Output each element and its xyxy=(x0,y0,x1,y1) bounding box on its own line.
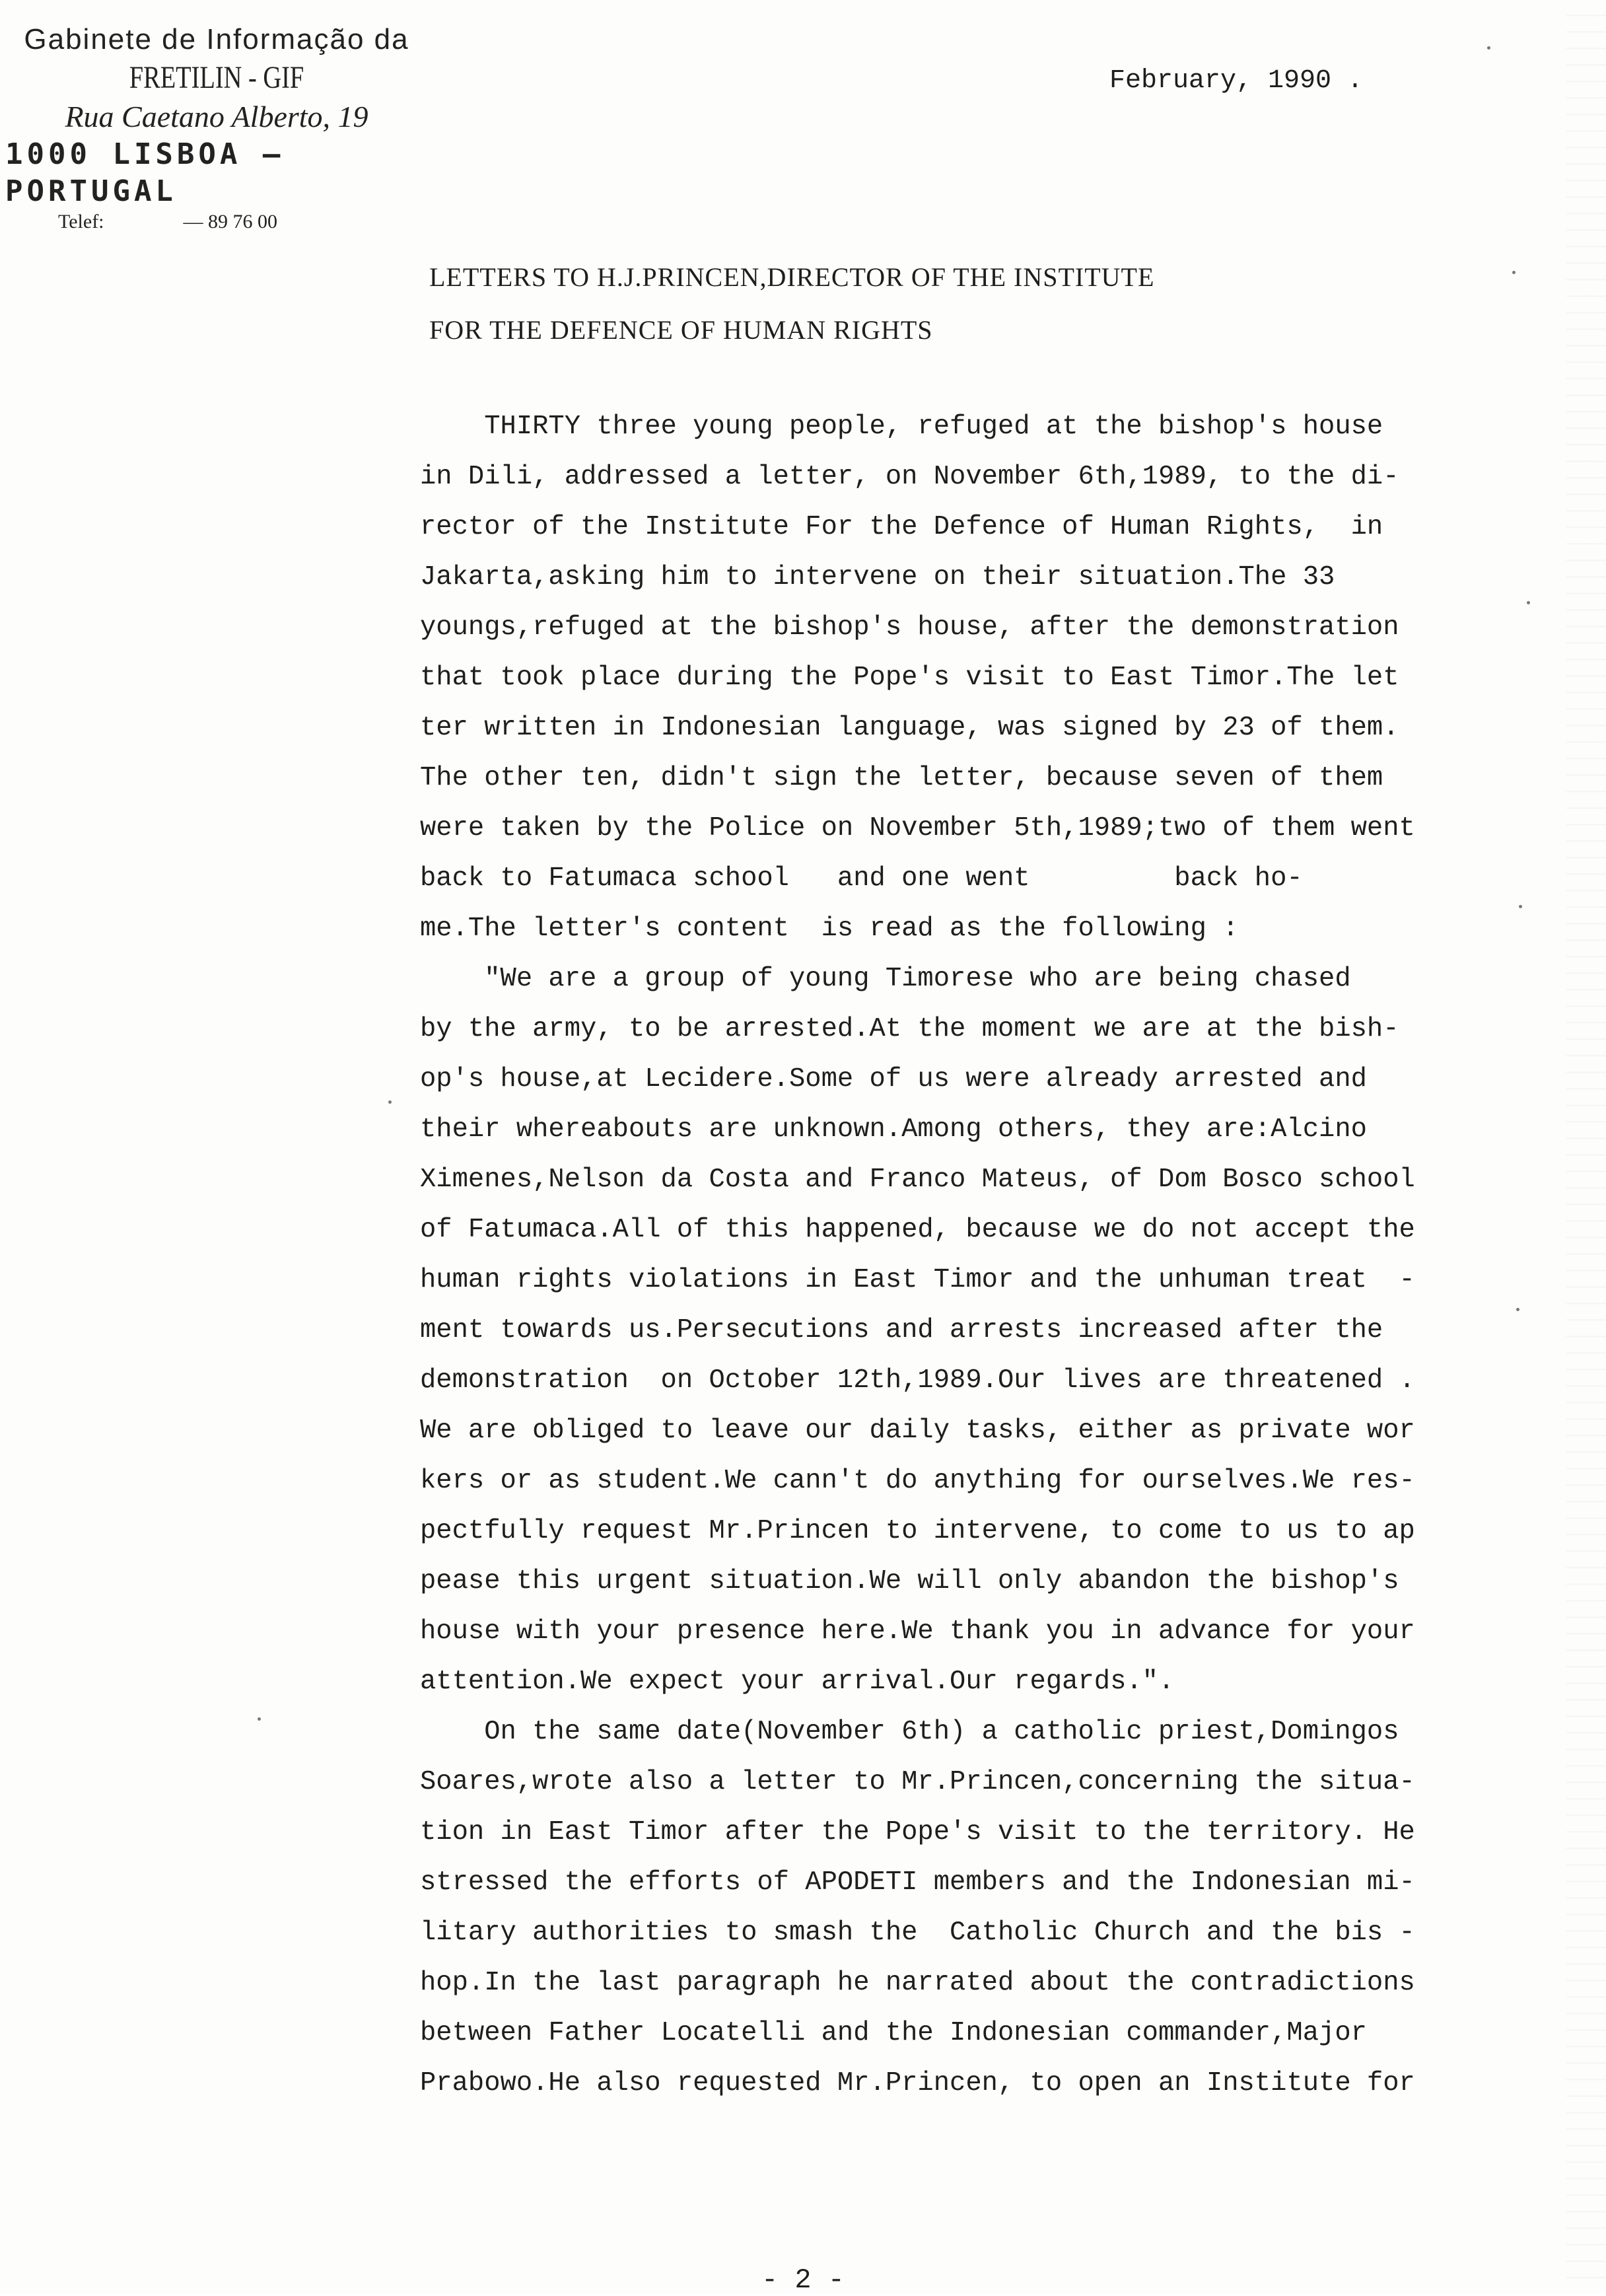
body-line: human rights violations in East Timor and the unhuman treat - xyxy=(420,1265,1415,1295)
body-line: house with your presence here.We thank you in advance for your xyxy=(420,1616,1415,1647)
body-line: by the army, to be arrested.At the moment we are at the bish- xyxy=(420,1014,1399,1044)
body-line: On the same date(November 6th) a catholic priest,Domingos xyxy=(420,1717,1399,1747)
body-line: were taken by the Police on November 5th,1989;two of them went xyxy=(420,813,1415,843)
letterhead-phone-label: Telef: xyxy=(58,211,104,233)
document-date: February, 1990 . xyxy=(1109,66,1364,96)
body-line: THIRTY three young people, refuged at the bishop's house xyxy=(420,412,1383,442)
body-line: tion in East Timor after the Pope's visit to the territory. He xyxy=(420,1817,1415,1848)
letterhead-stamp xyxy=(5,21,428,234)
scan-speck xyxy=(388,1100,392,1104)
scan-speck xyxy=(1516,1308,1519,1311)
body-line: in Dili, addressed a letter, on November 6th,1989, to the di- xyxy=(420,462,1399,492)
scan-speck xyxy=(1487,46,1490,50)
body-line: ment towards us.Persecutions and arrests increased after the xyxy=(420,1315,1383,1345)
scan-edge-noise xyxy=(1566,0,1606,2293)
body-line: kers or as student.We cann't do anything for ourselves.We res- xyxy=(420,1466,1415,1496)
page-number: - 2 - xyxy=(761,2264,845,2296)
body-line: "We are a group of young Timorese who are being chased xyxy=(420,964,1351,994)
body-line: hop.In the last paragraph he narrated about the contradictions xyxy=(420,1968,1415,1998)
scan-speck xyxy=(258,1717,261,1721)
body-line: ter written in Indonesian language, was signed by 23 of them. xyxy=(420,713,1399,743)
letterhead-phone xyxy=(5,210,428,234)
body-line: pectfully request Mr.Princen to intervene, to come to us to ap xyxy=(420,1516,1415,1546)
body-line: attention.We expect your arrival.Our regards.". xyxy=(420,1667,1175,1697)
body-line: rector of the Institute For the Defence of Human Rights, in xyxy=(420,512,1383,542)
body-line: demonstration on October 12th,1989.Our lives are threatened . xyxy=(420,1365,1415,1396)
body-line: Ximenes,Nelson da Costa and Franco Mateus, of Dom Bosco school xyxy=(420,1165,1415,1195)
letterhead-phone-number: — 89 76 00 xyxy=(183,211,278,233)
scan-speck xyxy=(1527,601,1530,604)
scan-speck xyxy=(1519,905,1522,908)
body-line: Soares,wrote also a letter to Mr.Princen,concerning the situa- xyxy=(420,1767,1415,1797)
body-line: Jakarta,asking him to intervene on their situation.The 33 xyxy=(420,562,1335,592)
body-line: that took place during the Pope's visit to East Timor.The let xyxy=(420,663,1399,693)
body-line: between Father Locatelli and the Indonesian commander,Major xyxy=(420,2018,1367,2048)
letterhead-city: 1000 LISBOA — PORTUGAL xyxy=(5,137,285,208)
body-line: of Fatumaca.All of this happened, because we do not accept the xyxy=(420,1215,1415,1245)
body-line: their whereabouts are unknown.Among others, they are:Alcino xyxy=(420,1114,1367,1145)
body-line: We are obliged to leave our daily tasks, either as private wor xyxy=(420,1416,1415,1446)
document-body xyxy=(420,402,1457,2108)
body-line: me.The letter's content is read as the following : xyxy=(420,914,1239,944)
body-line: youngs,refuged at the bishop's house, after the demonstration xyxy=(420,612,1399,643)
body-line: litary authorities to smash the Catholic Church and the bis - xyxy=(420,1918,1415,1948)
body-line: op's house,at Lecidere.Some of us were already arrested and xyxy=(420,1064,1367,1094)
document-heading xyxy=(429,251,1486,357)
letterhead-street: Rua Caetano Alberto, 19 xyxy=(65,100,368,133)
body-line: pease this urgent situation.We will only abandon the bishop's xyxy=(420,1566,1399,1596)
body-line: The other ten, didn't sign the letter, because seven of them xyxy=(420,763,1383,793)
letterhead-office: Gabinete de Informação da xyxy=(24,23,409,55)
heading-line: LETTERS TO H.J.PRINCEN,DIRECTOR OF THE INSTITUTE xyxy=(429,262,1155,292)
body-line: stressed the efforts of APODETI members and the Indonesian mi- xyxy=(420,1867,1415,1898)
heading-line: FOR THE DEFENCE OF HUMAN RIGHTS xyxy=(429,315,933,345)
body-line: back to Fatumaca school and one went back ho- xyxy=(420,863,1303,894)
scan-speck xyxy=(1512,271,1516,274)
letterhead-organization: FRETILIN - GIF xyxy=(129,60,304,95)
body-line: Prabowo.He also requested Mr.Princen, to open an Institute for xyxy=(420,2068,1415,2099)
